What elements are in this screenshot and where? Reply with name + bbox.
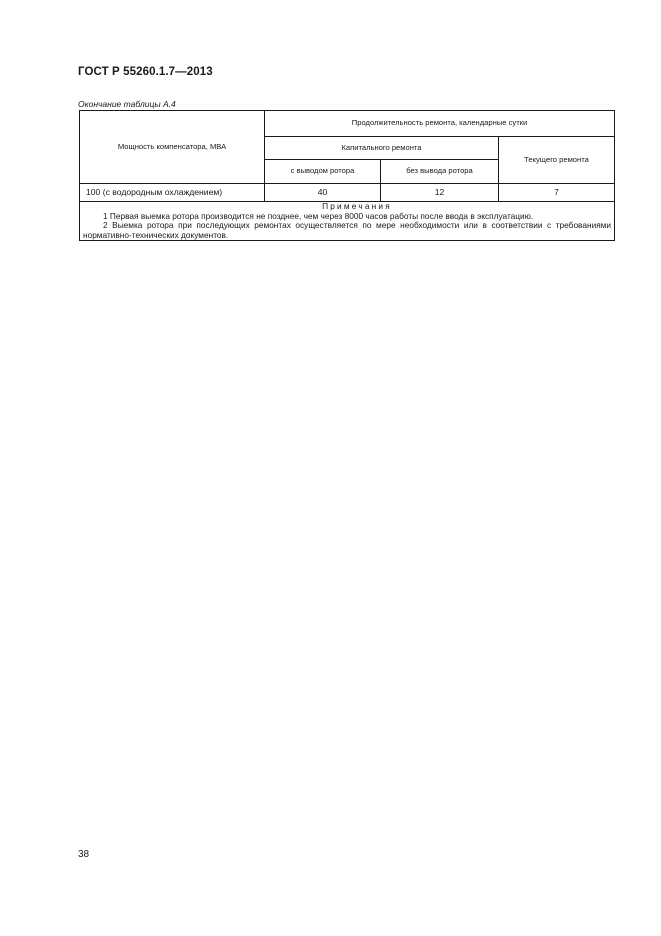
header-with-rotor: с выводом ротора [265,160,381,184]
cell-without-rotor: 12 [381,184,499,202]
table-row [80,184,615,202]
table-caption: Окончание таблицы А.4 [78,99,176,109]
page-number: 38 [78,849,90,860]
document-code: ГОСТ Р 55260.1.7—2013 [78,66,213,78]
header-current-repair: Текущего ремонта [499,137,615,184]
header-duration: Продолжительность ремонта, календарные сутки [265,111,615,137]
cell-current: 7 [499,184,615,202]
cell-with-rotor: 40 [265,184,381,202]
cell-power: 100 (с водородным охлаждением) [80,184,265,202]
note-item-1: 1 Первая выемка ротора производится не позднее, чем через 8000 часов работы после ввода в эксплуатацию. [103,210,534,221]
header-power: Мощность компенсатора, МВА [80,111,265,184]
header-without-rotor: без вывода ротора [381,160,499,184]
notes-cell [80,202,615,241]
header-capital-repair: Капитального ремонта [265,137,499,160]
note-item-2: 2 Выемка ротора при последующих ремонтах осуществляется по мере необходимости или в соответствии с требованиями нормативно-технических документов. [83,220,612,240]
notes-title: Примечания [322,201,392,211]
repair-duration-table [79,110,615,241]
